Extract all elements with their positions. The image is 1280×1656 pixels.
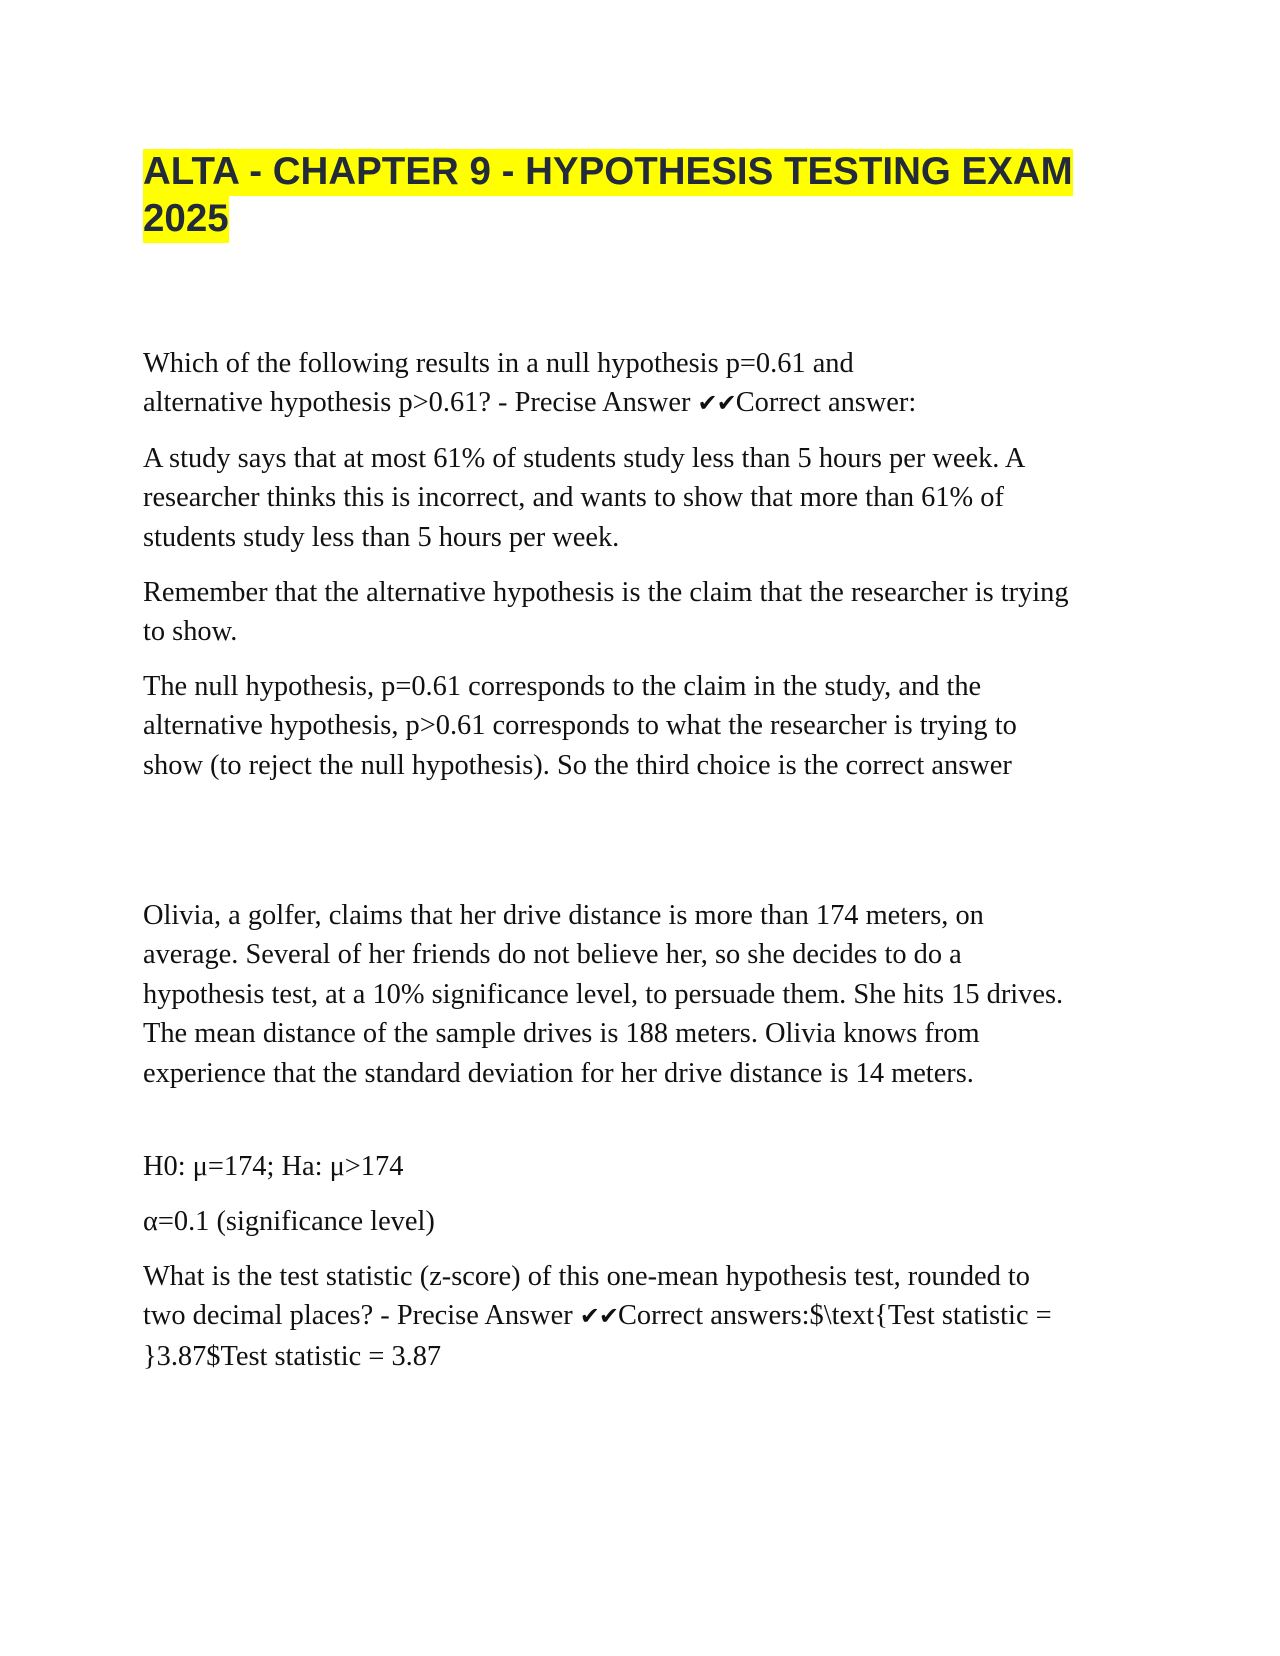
question-2-significance-level: α=0.1 (significance level) <box>143 1206 435 1237</box>
question-2-hypotheses: H0: μ=174; Ha: μ>174 <box>143 1151 404 1182</box>
double-check-icon: ✔✔ <box>697 389 736 418</box>
document-title <box>143 148 1133 242</box>
title-highlight: ALTA - CHAPTER 9 - HYPOTHESIS TESTING EXAM 2025 <box>143 149 1073 243</box>
question-1-text: Which of the following results in a null hypothesis p=0.61 and alternative hypothesis p>0.61? - Precise Answer <box>143 348 854 419</box>
question-2 <box>143 1257 1078 1376</box>
question-2-context: Olivia, a golfer, claims that her drive distance is more than 174 meters, on average. Several of her friends do not believe her, so she decides to do a hypothesis test, at a 10% significance level, to persuade them. She hits 15 drives. The mean distance of the sample drives is 188 meters. Olivia knows from experience that the standard deviation for her drive distance is 14 meters. <box>143 900 1064 1089</box>
question-2-answer: Correct answers:$\text{Test statistic = }3.87$Test statistic = 3.87 <box>143 1300 1052 1372</box>
answer-1-paragraph-2: Remember that the alternative hypothesis is the claim that the researcher is trying to show. <box>143 577 1069 648</box>
answer-1-paragraph-3: The null hypothesis, p=0.61 corresponds to the claim in the study, and the alternative hypothesis, p>0.61 corresponds to what the researcher is trying to show (to reject the null hypothesis). So the third choice is the correct answer <box>143 671 1017 781</box>
question-1 <box>143 344 973 424</box>
question-2-text: What is the test statistic (z-score) of this one-mean hypothesis test, rounded to two decimal places? - Precise Answer <box>143 1261 1030 1332</box>
answer-1-paragraph-1: A study says that at most 61% of students study less than 5 hours per week. A researcher thinks this is incorrect, and wants to show that more than 61% of students study less than 5 hours per week. <box>143 443 1024 553</box>
question-1-answer-lead: Correct answer: <box>735 387 917 419</box>
double-check-icon: ✔✔ <box>579 1302 618 1331</box>
